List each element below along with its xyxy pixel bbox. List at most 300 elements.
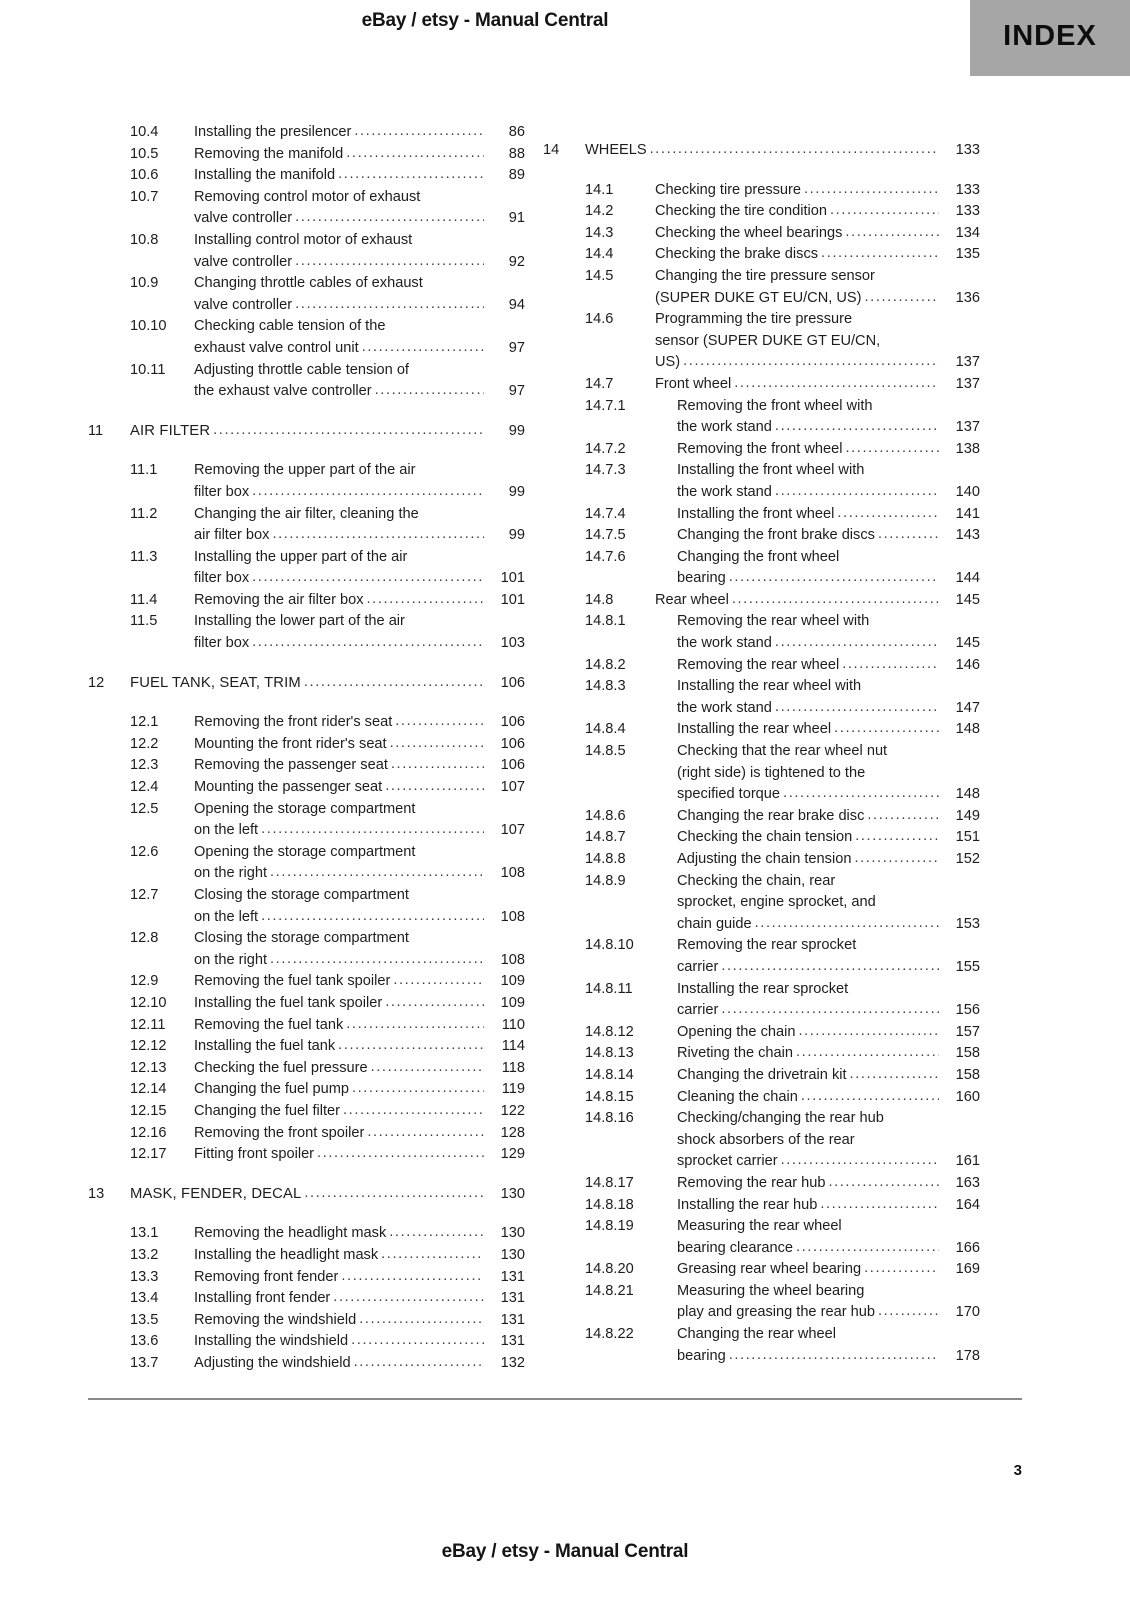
toc-entry-body bbox=[194, 122, 525, 144]
toc-entry[interactable] bbox=[88, 611, 525, 654]
toc-entry[interactable] bbox=[543, 1022, 980, 1044]
toc-entry[interactable] bbox=[543, 741, 980, 806]
toc-entry[interactable] bbox=[88, 230, 525, 273]
toc-entry-number: 14.8.21 bbox=[585, 1282, 634, 1299]
toc-entry-label: sprocket carrier bbox=[677, 1153, 778, 1170]
toc-entry[interactable] bbox=[88, 460, 525, 503]
toc-leader-dots bbox=[729, 1345, 939, 1367]
toc-entry[interactable] bbox=[543, 590, 980, 612]
toc-entry-label: Installing control motor of exhaust bbox=[194, 231, 413, 248]
toc-entry-line bbox=[194, 755, 525, 777]
toc-entry[interactable] bbox=[88, 971, 525, 993]
toc-entry[interactable] bbox=[88, 1223, 525, 1245]
toc-entry[interactable] bbox=[88, 316, 525, 359]
toc-entry-line bbox=[194, 971, 525, 993]
toc-entry-label: Changing the front wheel bbox=[677, 548, 840, 565]
toc-page-number: 114 bbox=[501, 1038, 525, 1055]
toc-entry-line bbox=[677, 892, 980, 914]
toc-entry[interactable] bbox=[543, 849, 980, 871]
toc-entry-label: the work stand bbox=[677, 419, 772, 436]
toc-entry-label: Checking cable tension of the bbox=[194, 318, 386, 335]
toc-entry[interactable] bbox=[88, 1245, 525, 1267]
toc-entry-label: Mounting the front rider's seat bbox=[194, 735, 387, 752]
toc-entry-body bbox=[655, 374, 980, 396]
toc-page-number: 106 bbox=[500, 674, 525, 691]
toc-entry-line bbox=[677, 439, 980, 461]
toc-entry[interactable] bbox=[88, 360, 525, 403]
toc-entry[interactable] bbox=[543, 1195, 980, 1217]
toc-entry-label: Changing the fuel filter bbox=[194, 1102, 341, 1119]
toc-entry[interactable] bbox=[543, 460, 980, 503]
toc-entry[interactable] bbox=[88, 1123, 525, 1145]
toc-leader-dots bbox=[801, 1086, 939, 1108]
toc-entry[interactable] bbox=[543, 1108, 980, 1173]
toc-entry[interactable] bbox=[88, 122, 525, 144]
toc-entry-number: 13.6 bbox=[130, 1333, 159, 1350]
toc-entry-label: Closing the storage compartment bbox=[194, 930, 409, 947]
toc-entry-number: 14.8.11 bbox=[585, 980, 633, 997]
toc-entry[interactable] bbox=[88, 885, 525, 928]
index-tab bbox=[970, 0, 1130, 76]
toc-entry-body bbox=[194, 187, 525, 230]
toc-entry-label: WHEELS bbox=[585, 142, 647, 158]
toc-entry-label: Checking the chain, rear bbox=[677, 872, 836, 889]
toc-leader-dots bbox=[650, 139, 939, 161]
toc-entry-body bbox=[194, 1144, 525, 1166]
toc-entry-line bbox=[194, 1353, 525, 1375]
toc-entry-number: 14.8.20 bbox=[585, 1261, 634, 1278]
toc-entry-label: Installing the rear wheel with bbox=[677, 678, 862, 695]
toc-entry[interactable] bbox=[88, 421, 525, 443]
toc-entry-label: bearing bbox=[677, 1347, 726, 1364]
toc-entry-body bbox=[677, 827, 980, 849]
toc-entry-number: 14.7.4 bbox=[585, 505, 626, 522]
toc-entry-label: carrier bbox=[677, 958, 719, 975]
toc-leader-dots bbox=[385, 992, 484, 1014]
toc-entry[interactable] bbox=[88, 993, 525, 1015]
toc-entry-label: Checking that the rear wheel nut bbox=[677, 743, 888, 760]
toc-entry[interactable] bbox=[543, 180, 980, 202]
toc-entry[interactable] bbox=[88, 673, 525, 695]
toc-entry-body bbox=[677, 1087, 980, 1109]
toc-entry-line bbox=[677, 417, 980, 439]
toc-entry-label: Programming the tire pressure bbox=[655, 311, 853, 328]
toc-entry[interactable] bbox=[543, 201, 980, 223]
toc-entry[interactable] bbox=[88, 842, 525, 885]
toc-entry-body bbox=[677, 719, 980, 741]
toc-entry[interactable] bbox=[88, 144, 525, 166]
toc-entry-body bbox=[194, 316, 525, 359]
toc-entry-label: Checking/changing the rear hub bbox=[677, 1110, 884, 1127]
toc-entry-body bbox=[130, 421, 525, 443]
toc-entry-number: 12.9 bbox=[130, 973, 159, 990]
toc-leader-dots bbox=[878, 1301, 939, 1323]
toc-entry-line bbox=[677, 1087, 980, 1109]
toc-column-right bbox=[543, 122, 980, 1374]
toc-page-number: 108 bbox=[500, 951, 525, 968]
toc-entry[interactable] bbox=[543, 1043, 980, 1065]
toc-entry-label: Installing the presilencer bbox=[194, 124, 352, 140]
toc-entry-line bbox=[194, 907, 525, 929]
toc-entry[interactable] bbox=[88, 1144, 525, 1166]
toc-entry[interactable] bbox=[543, 871, 980, 936]
toc-entry[interactable] bbox=[543, 827, 980, 849]
toc-entry-body bbox=[194, 1123, 525, 1145]
toc-entry[interactable] bbox=[543, 1281, 980, 1324]
toc-entry[interactable] bbox=[88, 1015, 525, 1037]
toc-entry-line bbox=[677, 1302, 980, 1324]
toc-entry[interactable] bbox=[543, 374, 980, 396]
toc-page-number: 153 bbox=[955, 915, 980, 932]
toc-page-number: 130 bbox=[500, 1225, 525, 1242]
toc-entry[interactable] bbox=[543, 504, 980, 526]
toc-leader-dots bbox=[359, 1309, 484, 1331]
toc-entry-line bbox=[194, 1101, 525, 1123]
toc-entry-number: 14.5 bbox=[585, 267, 614, 284]
toc-entry-line bbox=[194, 338, 525, 360]
toc-entry-number: 13.5 bbox=[130, 1311, 159, 1328]
toc-entry-line bbox=[194, 1223, 525, 1245]
toc-page-number: 106 bbox=[500, 714, 525, 731]
toc-entry-number: 14.8.9 bbox=[585, 872, 626, 889]
toc-leader-dots bbox=[389, 1222, 484, 1244]
toc-entry[interactable] bbox=[88, 1101, 525, 1123]
toc-entry-label: valve controller bbox=[194, 253, 293, 270]
toc-entry-body bbox=[194, 755, 525, 777]
toc-page-number: 136 bbox=[955, 289, 980, 306]
toc-entry-label: Removing the fuel tank spoiler bbox=[194, 973, 391, 990]
toc-entry-number: 14.8.3 bbox=[585, 678, 626, 695]
toc-entry[interactable] bbox=[543, 309, 980, 374]
toc-leader-dots bbox=[821, 243, 939, 265]
toc-leader-dots bbox=[213, 420, 484, 442]
toc-leader-dots bbox=[830, 200, 939, 222]
toc-entry-line bbox=[194, 1058, 525, 1080]
toc-entry-line bbox=[655, 352, 980, 374]
toc-entry-number: 13 bbox=[88, 1185, 105, 1202]
toc-page-number: 157 bbox=[955, 1023, 980, 1040]
toc-entry-label: FUEL TANK, SEAT, TRIM bbox=[130, 674, 301, 691]
toc-entry-line bbox=[194, 525, 525, 547]
toc-entry-line bbox=[655, 331, 980, 353]
toc-leader-dots bbox=[865, 287, 939, 309]
toc-entry-body bbox=[194, 777, 525, 799]
toc-page-number: 128 bbox=[500, 1124, 525, 1141]
toc-entry[interactable] bbox=[88, 1079, 525, 1101]
toc-entry[interactable] bbox=[88, 547, 525, 590]
toc-page-number: 160 bbox=[955, 1088, 980, 1105]
toc-entry-line bbox=[677, 741, 980, 763]
toc-page-number: 170 bbox=[955, 1304, 980, 1321]
toc-entry-label: Fitting front spoiler bbox=[194, 1146, 315, 1163]
toc-entry-number: 12.11 bbox=[130, 1016, 166, 1033]
toc-entry[interactable] bbox=[543, 223, 980, 245]
toc-entry-line bbox=[677, 1151, 980, 1173]
toc-page-number: 91 bbox=[508, 210, 525, 227]
toc-entry[interactable] bbox=[88, 273, 525, 316]
toc-page-number: 146 bbox=[955, 656, 980, 673]
toc-entry[interactable] bbox=[543, 1173, 980, 1195]
toc-entry[interactable] bbox=[543, 1065, 980, 1087]
toc-leader-dots bbox=[252, 481, 484, 503]
toc-entry-line bbox=[194, 1245, 525, 1267]
toc-entry-label: air filter box bbox=[194, 527, 270, 544]
toc-entry-label: valve controller bbox=[194, 296, 293, 313]
toc-entry[interactable] bbox=[88, 1036, 525, 1058]
toc-entry-line bbox=[194, 295, 525, 317]
toc-entry-line bbox=[677, 1238, 980, 1260]
toc-entry-body bbox=[677, 979, 980, 1022]
toc-entry[interactable] bbox=[88, 165, 525, 187]
index-tab-label: INDEX bbox=[1003, 20, 1097, 52]
toc-page-number: 131 bbox=[500, 1268, 525, 1285]
toc-entry[interactable] bbox=[543, 396, 980, 439]
toc-entry-number: 14.8.19 bbox=[585, 1218, 634, 1235]
toc-leader-dots bbox=[796, 1042, 939, 1064]
toc-entry-label: Changing the rear brake disc bbox=[677, 807, 865, 824]
toc-page-number: 89 bbox=[508, 167, 525, 184]
toc-entry-body bbox=[194, 1267, 525, 1289]
toc-entry-line bbox=[677, 568, 980, 590]
toc-entry-label: on the right bbox=[194, 865, 268, 882]
toc-entry-body bbox=[677, 935, 980, 978]
toc-entry[interactable] bbox=[88, 1288, 525, 1310]
toc-entry-body bbox=[194, 1310, 525, 1332]
toc-entry-number: 14.8.7 bbox=[585, 829, 626, 846]
toc-entry-line bbox=[194, 842, 525, 864]
toc-entry-number: 14.8.18 bbox=[585, 1196, 634, 1213]
toc-entry-label: Mounting the passenger seat bbox=[194, 779, 383, 796]
toc-entry-label: US) bbox=[655, 354, 681, 371]
toc-entry[interactable] bbox=[543, 806, 980, 828]
toc-entry[interactable] bbox=[88, 504, 525, 547]
toc-entry-number: 14.8.12 bbox=[585, 1023, 634, 1040]
toc-entry-line bbox=[655, 201, 980, 223]
toc-entry-number: 14.8.16 bbox=[585, 1110, 634, 1127]
toc-entry[interactable] bbox=[543, 676, 980, 719]
toc-entry[interactable] bbox=[543, 140, 980, 162]
toc-leader-dots bbox=[850, 1064, 939, 1086]
toc-entry[interactable] bbox=[88, 1184, 525, 1206]
toc-entry-line bbox=[677, 1216, 980, 1238]
toc-entry[interactable] bbox=[88, 928, 525, 971]
toc-entry[interactable] bbox=[88, 755, 525, 777]
toc-entry-body bbox=[194, 712, 525, 734]
toc-entry-number: 12.8 bbox=[130, 930, 159, 947]
toc-entry[interactable] bbox=[88, 187, 525, 230]
toc-entry[interactable] bbox=[88, 590, 525, 612]
toc-entry-line bbox=[194, 482, 525, 504]
toc-page-number: 109 bbox=[500, 994, 525, 1011]
toc-entry-body bbox=[655, 590, 980, 612]
toc-entry-number: 11.4 bbox=[130, 591, 158, 608]
toc-entry-label: Removing the front spoiler bbox=[194, 1124, 365, 1141]
toc-entry-label: (SUPER DUKE GT EU/CN, US) bbox=[655, 289, 862, 306]
toc-leader-dots bbox=[729, 567, 939, 589]
toc-entry[interactable] bbox=[543, 979, 980, 1022]
toc-entry-line bbox=[677, 1022, 980, 1044]
toc-entry[interactable] bbox=[88, 734, 525, 756]
toc-entry-label: Changing throttle cables of exhaust bbox=[194, 275, 423, 292]
toc-entry-line bbox=[655, 180, 980, 202]
toc-entry[interactable] bbox=[88, 712, 525, 734]
toc-entry-number: 14.2 bbox=[585, 203, 614, 220]
toc-entry-line bbox=[194, 611, 525, 633]
toc-entry-line bbox=[194, 208, 525, 230]
toc-entry-line bbox=[194, 547, 525, 569]
toc-entry-number: 10.6 bbox=[130, 167, 159, 184]
toc-page-number: 106 bbox=[500, 735, 525, 752]
toc-entry[interactable] bbox=[543, 439, 980, 461]
toc-entry-number: 13.2 bbox=[130, 1246, 159, 1263]
toc-entry-line bbox=[677, 525, 980, 547]
toc-entry-label: sprocket, engine sprocket, and bbox=[677, 894, 876, 911]
toc-entry-number: 12.2 bbox=[130, 735, 159, 752]
toc-entry[interactable] bbox=[543, 244, 980, 266]
toc-page-number: 161 bbox=[955, 1153, 980, 1170]
toc-page-number: 94 bbox=[508, 296, 525, 313]
toc-page-number: 131 bbox=[500, 1290, 525, 1307]
toc-entry-line bbox=[677, 1259, 980, 1281]
toc-entry[interactable] bbox=[88, 1331, 525, 1353]
toc-page-number: 169 bbox=[955, 1261, 980, 1278]
toc-entry-body bbox=[677, 1065, 980, 1087]
toc-leader-dots bbox=[346, 1014, 484, 1036]
toc-page-number: 107 bbox=[500, 779, 525, 796]
toc-entry-line bbox=[677, 914, 980, 936]
toc-entry-line bbox=[677, 547, 980, 569]
toc-entry[interactable] bbox=[88, 1353, 525, 1375]
toc-entry-body bbox=[194, 144, 525, 166]
toc-entry-body bbox=[677, 1173, 980, 1195]
toc-entry-number: 12.14 bbox=[130, 1081, 167, 1098]
toc-entry-number: 11.5 bbox=[130, 613, 158, 630]
toc-entry-label: Greasing rear wheel bearing bbox=[677, 1261, 862, 1278]
toc-entry[interactable] bbox=[543, 1087, 980, 1109]
toc-page-number: 163 bbox=[955, 1174, 980, 1191]
toc-leader-dots bbox=[338, 1035, 484, 1057]
toc-entry-label: Measuring the wheel bearing bbox=[677, 1282, 865, 1299]
toc-entry-number: 12.17 bbox=[130, 1146, 167, 1163]
toc-entry[interactable] bbox=[88, 777, 525, 799]
toc-entry[interactable] bbox=[543, 1259, 980, 1281]
toc-entry-body bbox=[194, 460, 525, 503]
toc-page-number: 141 bbox=[955, 505, 980, 522]
toc-entry-number: 10.4 bbox=[130, 124, 159, 140]
toc-page-number: 148 bbox=[955, 786, 980, 803]
toc-entry-label: filter box bbox=[194, 483, 250, 500]
toc-entry-label: shock absorbers of the rear bbox=[677, 1131, 855, 1148]
toc-entry-line bbox=[677, 611, 980, 633]
toc-entry-line bbox=[194, 316, 525, 338]
toc-entry-body bbox=[194, 165, 525, 187]
toc-entry-number: 14.8.6 bbox=[585, 807, 626, 824]
toc-entry-line bbox=[194, 1331, 525, 1353]
toc-entry-label: specified torque bbox=[677, 786, 781, 803]
toc-entry-body bbox=[677, 439, 980, 461]
toc-entry-number: 12.3 bbox=[130, 757, 159, 774]
toc-entry-number: 12.6 bbox=[130, 843, 159, 860]
toc-page-number: 149 bbox=[955, 807, 980, 824]
toc-leader-dots bbox=[775, 697, 939, 719]
toc-page-number: 109 bbox=[500, 973, 525, 990]
toc-leader-dots bbox=[845, 222, 939, 244]
toc-entry[interactable] bbox=[543, 719, 980, 741]
toc-entry[interactable] bbox=[88, 1310, 525, 1332]
toc-entry[interactable] bbox=[543, 655, 980, 677]
toc-entry[interactable] bbox=[543, 547, 980, 590]
toc-entry-label: Removing the air filter box bbox=[194, 591, 364, 608]
toc-entry-label: Installing the manifold bbox=[194, 167, 336, 184]
toc-entry[interactable] bbox=[543, 611, 980, 654]
toc-leader-dots bbox=[346, 143, 484, 165]
toc-entry-label: Changing the drivetrain kit bbox=[677, 1066, 847, 1083]
toc-leader-dots bbox=[261, 819, 484, 841]
toc-entry[interactable] bbox=[88, 1267, 525, 1289]
toc-entry-number: 12.12 bbox=[130, 1038, 167, 1055]
toc-entry-label: Installing the fuel tank bbox=[194, 1038, 336, 1055]
toc-entry-body bbox=[655, 180, 980, 202]
toc-page-number: 131 bbox=[500, 1311, 525, 1328]
toc-entry[interactable] bbox=[88, 1058, 525, 1080]
toc-entry-label: Rear wheel bbox=[655, 591, 729, 608]
toc-entry-body bbox=[677, 1216, 980, 1259]
toc-leader-dots bbox=[798, 1021, 939, 1043]
toc-entry-label: Changing the front brake discs bbox=[677, 527, 875, 544]
toc-entry-label: Installing the upper part of the air bbox=[194, 548, 408, 565]
toc-entry-label: Removing the rear sprocket bbox=[677, 937, 857, 954]
toc-entry-line bbox=[130, 673, 525, 695]
toc-entry-body bbox=[677, 1281, 980, 1324]
toc-entry-label: Changing the fuel pump bbox=[194, 1081, 349, 1098]
toc-entry[interactable] bbox=[543, 1324, 980, 1367]
toc-entry-label: Checking the brake discs bbox=[655, 246, 819, 263]
toc-entry[interactable] bbox=[88, 799, 525, 842]
toc-entry[interactable] bbox=[543, 935, 980, 978]
toc-page-number: 148 bbox=[955, 721, 980, 738]
toc-entry-line bbox=[194, 122, 525, 144]
toc-entry-line bbox=[194, 1288, 525, 1310]
toc-entry-line bbox=[194, 252, 525, 274]
toc-entry[interactable] bbox=[543, 525, 980, 547]
toc-entry-label: on the left bbox=[194, 822, 259, 839]
toc-entry-number: 11 bbox=[88, 422, 104, 439]
toc-entry-label: Removing the rear wheel with bbox=[677, 613, 870, 630]
toc-leader-dots bbox=[393, 970, 484, 992]
toc-entry-number: 13.7 bbox=[130, 1354, 159, 1371]
toc-entry-line bbox=[194, 273, 525, 295]
toc-entry-number: 14.8.13 bbox=[585, 1045, 634, 1062]
toc-entry[interactable] bbox=[543, 1216, 980, 1259]
toc-entry-label: Installing the front wheel with bbox=[677, 462, 865, 479]
toc-entry-line bbox=[677, 504, 980, 526]
toc-entry[interactable] bbox=[543, 266, 980, 309]
toc-entry-label: Checking the fuel pressure bbox=[194, 1059, 368, 1076]
toc-entry-label: the work stand bbox=[677, 483, 772, 500]
toc-leader-dots bbox=[343, 1100, 484, 1122]
toc-entry-line bbox=[194, 1144, 525, 1166]
toc-leader-dots bbox=[842, 654, 939, 676]
toc-leader-dots bbox=[371, 1057, 484, 1079]
toc-page-number: 151 bbox=[955, 829, 980, 846]
toc-entry-label: Removing the rear hub bbox=[677, 1174, 826, 1191]
toc-entry-line bbox=[677, 827, 980, 849]
toc-entry-body bbox=[677, 1259, 980, 1281]
toc-entry-body bbox=[677, 460, 980, 503]
toc-page-number: 101 bbox=[500, 591, 525, 608]
toc-entry-body bbox=[677, 1324, 980, 1367]
toc-entry-body bbox=[655, 201, 980, 223]
